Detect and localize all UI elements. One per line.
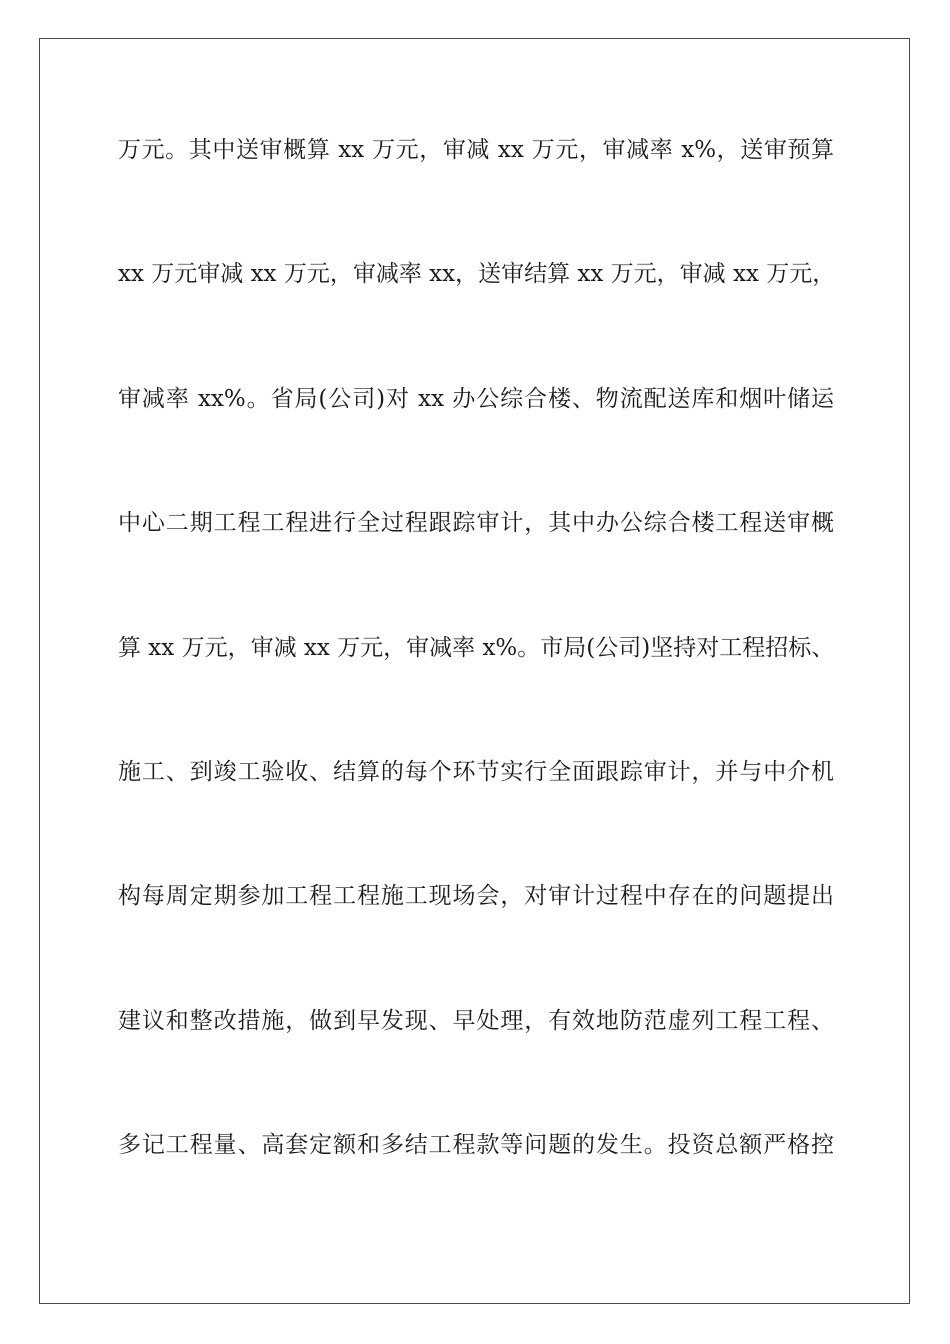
text-line: 多记工程量、高套定额和多结工程款等问题的发生。投资总额严格控 [118, 1132, 834, 1159]
text-line: 建议和整改措施，做到早发现、早处理，有效地防范虚列工程工程、 [118, 1007, 834, 1034]
text-line: 万元。其中送审概算 xx 万元，审减 xx 万元，审减率 x%，送审预算 [118, 137, 834, 163]
text-line: 中心二期工程工程进行全过程跟踪审计，其中办公综合楼工程送审概 [118, 510, 834, 537]
text-line: xx 万元审减 xx 万元，审减率 xx，送审结算 xx 万元，审减 xx 万元， [118, 261, 836, 288]
text-line: 审减率 xx%。省局(公司)对 xx 办公综合楼、物流配送库和烟叶储运 [118, 385, 834, 412]
text-line: 构每周定期参加工程工程施工现场会，对审计过程中存在的问题提出 [118, 883, 834, 910]
text-line: 施工、到竣工验收、结算的每个环节实行全面跟踪审计，并与中介机 [118, 758, 834, 785]
text-line: 算 xx 万元，审减 xx 万元，审减率 x%。市局(公司)坚持对工程招标、 [118, 634, 835, 661]
body-text [118, 128, 834, 1248]
